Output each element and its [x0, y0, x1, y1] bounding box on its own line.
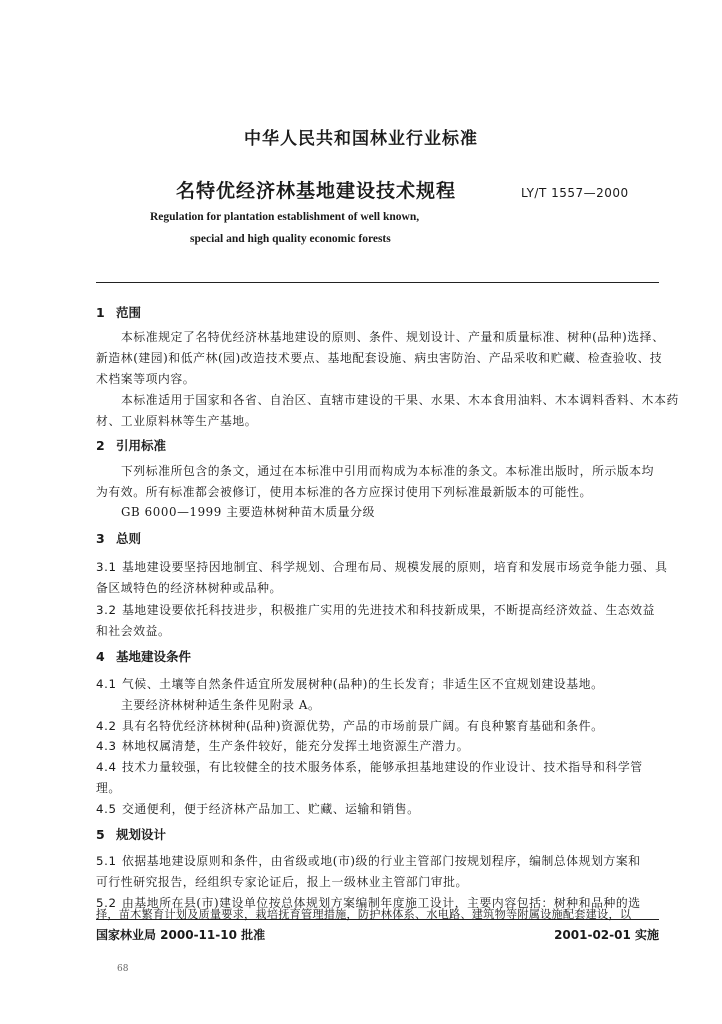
- clause-5-1: [96, 852, 641, 869]
- approval-date: 国家林业局 2000-11-10 批准: [96, 928, 266, 942]
- section-heading-1: [96, 303, 141, 321]
- body-line: 和社会效益。: [96, 624, 171, 638]
- body-line: 术档案等项内容。: [96, 372, 196, 386]
- body-line: 本标准规定了名特优经济林基地建设的原则、条件、规划设计、产量和质量标准、树种(品种)选择、: [121, 330, 665, 344]
- body-line: 下列标准所包含的条文，通过在本标准中引用而构成为本标准的条文。本标准出版时，所示版本均: [121, 464, 655, 478]
- body-line: 主要经济林树种适生条件见附录 A。: [121, 698, 321, 712]
- clause-text: 基地建设要依托科技进步，积极推广实用的先进技术和科技新成果，不断提高经济效益、生态效益: [122, 603, 656, 617]
- body-line: 为有效。所有标准都会被修订，使用本标准的各方应探讨使用下列标准最新版本的可能性。: [96, 485, 592, 499]
- body-line: 本标准适用于国家和各省、自治区、直辖市建设的干果、水果、木本食用油料、木本调料香料、木本药: [121, 393, 679, 407]
- clause-number: 4.5: [96, 802, 117, 816]
- section-number: 4: [96, 649, 105, 664]
- clause-4-4: [96, 758, 643, 775]
- clause-number: 3.2: [96, 603, 117, 617]
- section-title: 基地建设条件: [116, 649, 192, 664]
- clause-3-1: [96, 558, 667, 575]
- section-heading-3: [96, 529, 141, 547]
- standard-category-heading: 中华人民共和国林业行业标准: [244, 129, 478, 149]
- clause-3-2: [96, 601, 655, 618]
- standard-title: 名特优经济林基地建设技术规程: [176, 180, 457, 202]
- clause-text: 交通便利，便于经济林产品加工、贮藏、运输和销售。: [122, 802, 420, 816]
- english-title-line1: Regulation for plantation establishment of well known,: [150, 211, 420, 223]
- implementation-date: 2001-02-01 实施: [554, 928, 659, 942]
- clause-number: 5.2: [96, 896, 117, 910]
- header-divider: [96, 282, 659, 283]
- section-heading-4: [96, 647, 191, 665]
- section-heading-5: [96, 825, 166, 843]
- page-number: 68: [117, 964, 129, 974]
- section-title: 引用标准: [116, 438, 167, 453]
- clause-number: 4.2: [96, 719, 117, 733]
- clause-text: 由基地所在县(市)建设单位按总体规划方案编制年度施工设计，主要内容包括：树种和品种的选: [122, 896, 641, 910]
- clause-text: 基地建设要坚持因地制宜、科学规划、合理布局、规模发展的原则，培育和发展市场竞争能力强、具: [122, 560, 668, 574]
- section-number: 2: [96, 438, 105, 453]
- clause-number: 4.3: [96, 739, 117, 753]
- body-line: 可行性研究报告，经组织专家论证后，报上一级林业主管部门审批。: [96, 875, 468, 889]
- clause-number: 4.4: [96, 760, 117, 774]
- section-heading-2: [96, 436, 166, 454]
- clause-text: 具有名特优经济林树种(品种)资源优势，产品的市场前景广阔。有良种繁育基础和条件。: [122, 719, 604, 733]
- standard-code: LY/T 1557—2000: [521, 186, 629, 200]
- body-line: 材、工业原料林等生产基地。: [96, 414, 258, 428]
- body-line: 备区域特色的经济林树种或品种。: [96, 581, 282, 595]
- clause-4-2: [96, 717, 604, 734]
- section-title: 总则: [116, 531, 142, 546]
- clause-4-3: [96, 737, 469, 754]
- reference-standard: GB 6000—1999 主要造林树种苗木质量分级: [121, 505, 375, 519]
- body-line: 择，苗木繁育计划及质量要求，栽培抚育管理措施，防护林体系、水电路、建筑物等附属设施配套建设，以: [96, 908, 632, 921]
- clause-text: 气候、土壤等自然条件适宜所发展树种(品种)的生长发育；非适生区不宜规划建设基地。: [122, 677, 604, 691]
- english-title-line2: special and high quality economic forests: [190, 233, 391, 245]
- clause-text: 林地权属清楚，生产条件较好，能充分发挥土地资源生产潜力。: [122, 739, 470, 753]
- clause-number: 4.1: [96, 677, 117, 691]
- section-number: 3: [96, 531, 105, 546]
- section-number: 5: [96, 827, 105, 842]
- footer-divider: [96, 919, 659, 920]
- body-line: 新造林(建园)和低产林(园)改造技术要点、基地配套设施、病虫害防治、产品采收和贮藏、检查验收、技: [96, 351, 663, 365]
- body-line: 理。: [96, 781, 121, 795]
- clause-number: 3.1: [96, 560, 117, 574]
- clause-number: 5.1: [96, 854, 117, 868]
- section-title: 规划设计: [116, 827, 167, 842]
- section-number: 1: [96, 305, 105, 320]
- clause-4-1: [96, 675, 604, 692]
- clause-text: 依据基地建设原则和条件，由省级或地(市)级的行业主管部门按规划程序，编制总体规划方案和: [122, 854, 641, 868]
- clause-4-5: [96, 800, 420, 817]
- clause-text: 技术力量较强，有比较健全的技术服务体系，能够承担基地建设的作业设计、技术指导和科学管: [122, 760, 643, 774]
- section-title: 范围: [116, 305, 142, 320]
